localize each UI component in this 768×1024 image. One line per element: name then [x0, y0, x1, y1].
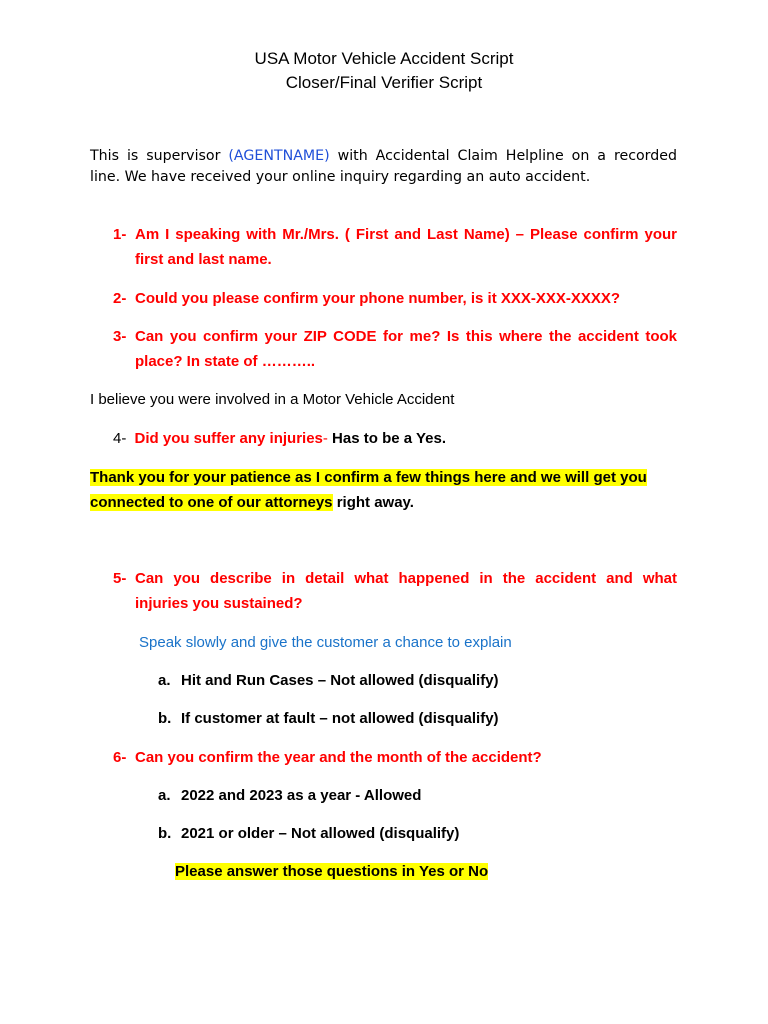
sub-letter: b.	[158, 710, 172, 727]
question-2	[113, 286, 677, 311]
question-1	[113, 222, 677, 272]
document-subtitle: Closer/Final Verifier Script	[285, 73, 483, 92]
document-title: USA Motor Vehicle Accident Script	[254, 49, 514, 68]
question-number: 6-	[113, 749, 127, 766]
question-3	[113, 324, 677, 374]
sub-text: 2021 or older – Not allowed (disqualify)	[181, 825, 460, 842]
question-4-dash: -	[322, 430, 328, 447]
question-line: Can you confirm the year and the month of the accident?	[135, 749, 542, 766]
sub-letter: a.	[158, 672, 171, 689]
question-text	[135, 566, 677, 616]
intro-text-after-agent: with Accidental Claim Helpline on a recorded line. We have received your online inquiry regarding an auto accident.	[90, 148, 677, 185]
intro-text-before-agent: This is supervisor	[90, 148, 229, 164]
sub-text: 2022 and 2023 as a year - Allowed	[181, 787, 422, 804]
question-line: Can you describe in detail what happened in the accident and what	[135, 570, 677, 587]
question-line: place? In state of ………..	[135, 353, 316, 370]
question-6	[113, 745, 677, 770]
question-number: 1-	[113, 226, 127, 243]
question-line: Am I speaking with Mr./Mrs. ( First and Last Name) – Please confirm your	[135, 226, 677, 243]
closing-note	[175, 861, 488, 883]
question-number: 4-	[113, 430, 127, 447]
thanks-highlight-line2: connected to one of our attorneys	[90, 494, 333, 511]
question-text	[135, 324, 677, 374]
question-text	[135, 745, 677, 770]
question-line: Could you please confirm your phone number, is it XXX-XXX-XXXX?	[135, 290, 621, 307]
agent-name-placeholder: (AGENTNAME)	[228, 148, 330, 164]
sub-text: If customer at fault – not allowed (disqualify)	[181, 710, 499, 727]
question-4	[113, 428, 446, 450]
involved-statement: I believe you were involved in a Motor Vehicle Accident	[90, 391, 455, 408]
thanks-rest: right away.	[332, 494, 414, 511]
sub-letter: a.	[158, 787, 171, 804]
question-4-text: Did you suffer any injuries	[134, 430, 323, 447]
thanks-highlight-line1: Thank you for your patience as I confirm a few things here and we will get you	[90, 469, 647, 486]
intro-paragraph	[90, 146, 677, 188]
question-text	[135, 286, 677, 311]
question-line: injuries you sustained?	[135, 595, 303, 612]
question-line: first and last name.	[135, 251, 272, 268]
thanks-paragraph	[90, 465, 677, 515]
question-5	[113, 566, 677, 616]
question-number: 2-	[113, 290, 127, 307]
sub-letter: b.	[158, 825, 172, 842]
speak-slowly-note: Speak slowly and give the customer a chance to explain	[139, 634, 512, 651]
closing-note-text: Please answer those questions in Yes or No	[175, 863, 489, 880]
question-4-note: Has to be a Yes.	[327, 430, 447, 447]
question-text	[135, 222, 677, 272]
question-line: Can you confirm your ZIP CODE for me? Is this where the accident took	[135, 328, 677, 345]
sub-text: Hit and Run Cases – Not allowed (disqualify)	[181, 672, 499, 689]
question-number: 3-	[113, 328, 127, 345]
question-number: 5-	[113, 570, 127, 587]
